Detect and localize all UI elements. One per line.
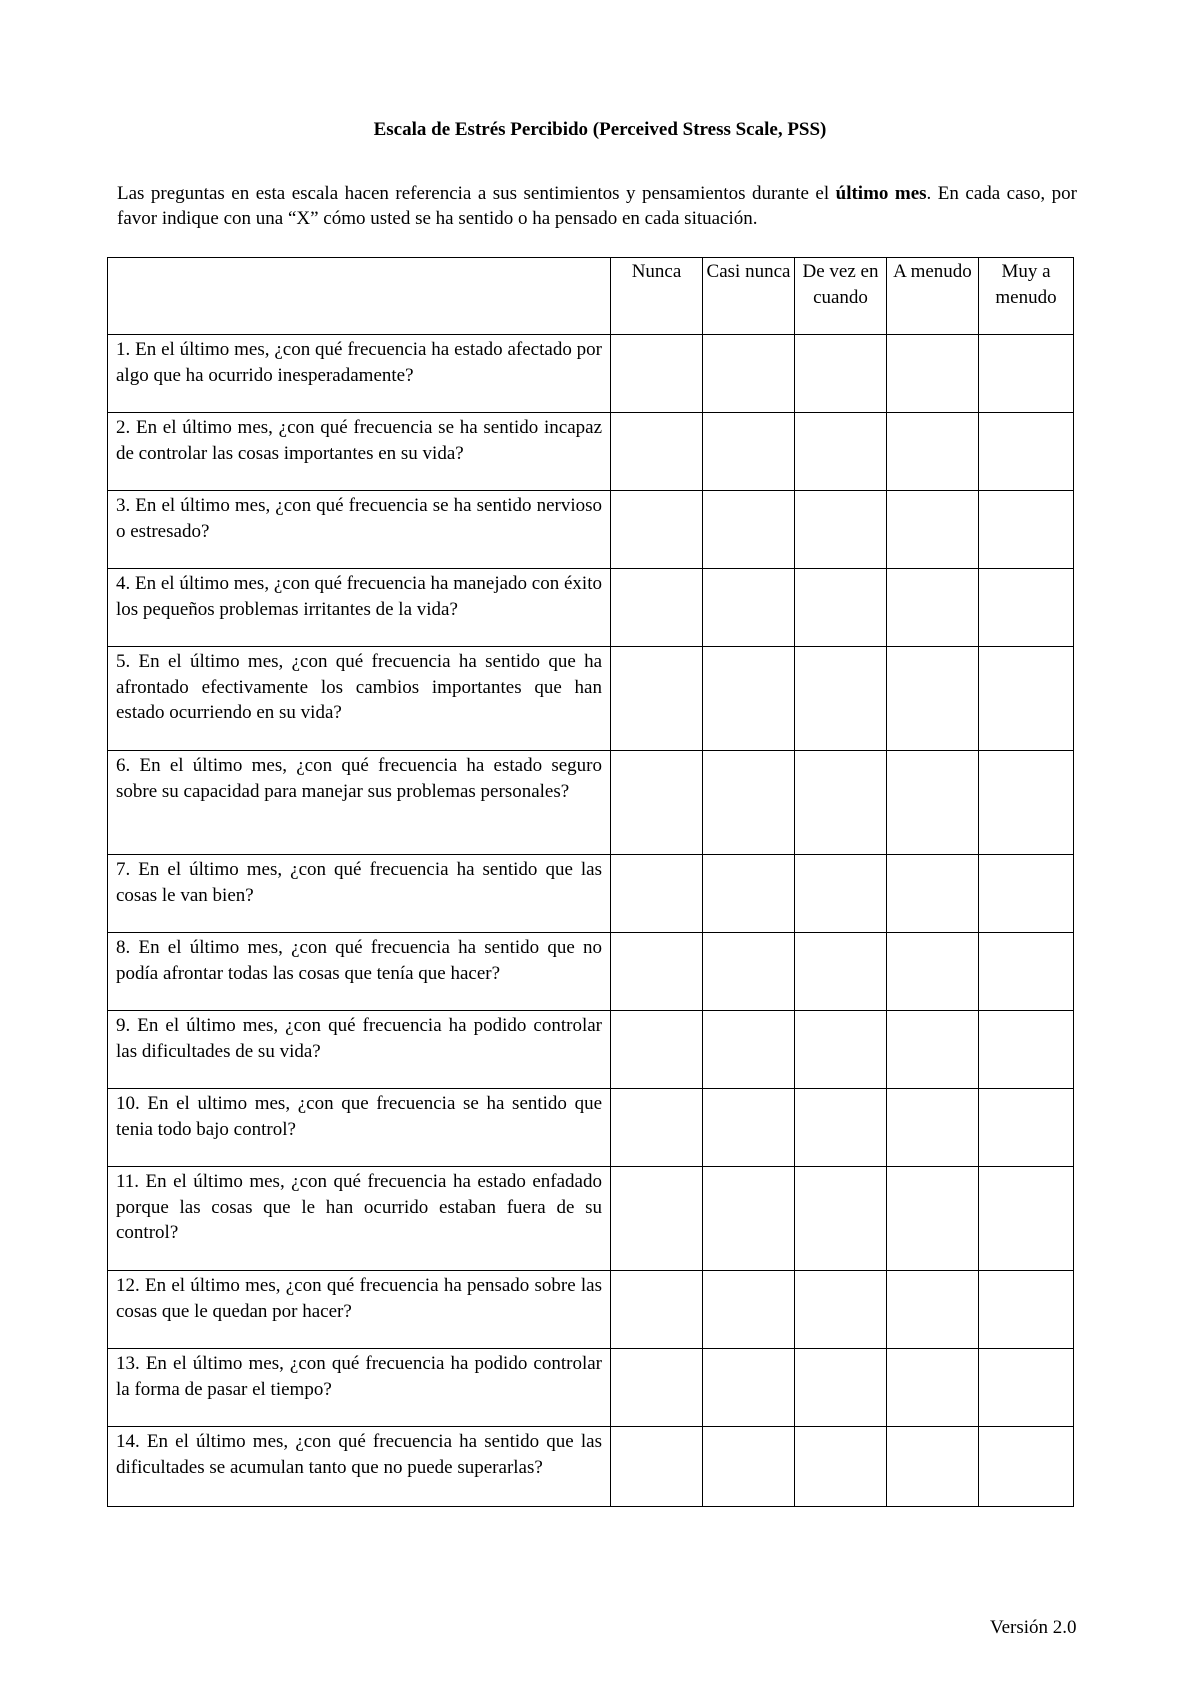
- column-header-casi-nunca: Casi nunca: [703, 258, 795, 335]
- answer-cell[interactable]: [795, 933, 887, 1011]
- answer-cell[interactable]: [611, 569, 703, 647]
- answer-cell[interactable]: [611, 855, 703, 933]
- answer-cell[interactable]: [979, 933, 1074, 1011]
- column-header-a-menudo: A menudo: [887, 258, 979, 335]
- question-row: [108, 751, 1074, 855]
- answer-cell[interactable]: [795, 1349, 887, 1427]
- answer-cell[interactable]: [979, 1167, 1074, 1271]
- answer-cell[interactable]: [979, 335, 1074, 413]
- question-row: [108, 1167, 1074, 1271]
- column-header-de-vez-en-cuando: De vez en cuando: [795, 258, 887, 335]
- question-text: 7. En el último mes, ¿con qué frecuencia ha sentido que las cosas le van bien?: [108, 855, 611, 933]
- answer-cell[interactable]: [979, 1271, 1074, 1349]
- answer-cell[interactable]: [611, 1167, 703, 1271]
- answer-cell[interactable]: [887, 1271, 979, 1349]
- answer-cell[interactable]: [979, 491, 1074, 569]
- answer-cell[interactable]: [979, 647, 1074, 751]
- answer-cell[interactable]: [703, 1089, 795, 1167]
- answer-cell[interactable]: [887, 491, 979, 569]
- instructions-paragraph: [117, 181, 1077, 231]
- answer-cell[interactable]: [611, 751, 703, 855]
- answer-cell[interactable]: [703, 1271, 795, 1349]
- answer-cell[interactable]: [611, 1271, 703, 1349]
- answer-cell[interactable]: [703, 335, 795, 413]
- answer-cell[interactable]: [887, 569, 979, 647]
- question-row: [108, 413, 1074, 491]
- question-text: 10. En el ultimo mes, ¿con que frecuencia se ha sentido que tenia todo bajo control?: [108, 1089, 611, 1167]
- answer-cell[interactable]: [703, 751, 795, 855]
- instructions-text-end: . En cada caso, por favor indique con una “X” cómo usted se ha sentido o ha pensado en cada situación.: [117, 183, 1077, 229]
- answer-cell[interactable]: [795, 413, 887, 491]
- answer-cell[interactable]: [611, 413, 703, 491]
- answer-cell[interactable]: [611, 335, 703, 413]
- question-text: 11. En el último mes, ¿con qué frecuencia ha estado enfadado porque las cosas que le han ocurrido estaban fuera de su control?: [108, 1167, 611, 1271]
- answer-cell[interactable]: [795, 1089, 887, 1167]
- column-header-nunca: Nunca: [611, 258, 703, 335]
- stress-scale-table: [107, 257, 1074, 1507]
- answer-cell[interactable]: [611, 933, 703, 1011]
- answer-cell[interactable]: [703, 855, 795, 933]
- answer-cell[interactable]: [795, 1167, 887, 1271]
- answer-cell[interactable]: [795, 491, 887, 569]
- answer-cell[interactable]: [611, 1011, 703, 1089]
- instructions-emphasis: último mes: [835, 183, 927, 204]
- answer-cell[interactable]: [795, 1271, 887, 1349]
- answer-cell[interactable]: [979, 855, 1074, 933]
- version-label: Versión 2.0: [990, 1617, 1077, 1638]
- question-text: 13. En el último mes, ¿con qué frecuencia ha podido controlar la forma de pasar el tiempo?: [108, 1349, 611, 1427]
- answer-cell[interactable]: [979, 1011, 1074, 1089]
- answer-cell[interactable]: [703, 647, 795, 751]
- answer-cell[interactable]: [979, 751, 1074, 855]
- answer-cell[interactable]: [887, 1089, 979, 1167]
- answer-cell[interactable]: [703, 1167, 795, 1271]
- answer-cell[interactable]: [611, 1089, 703, 1167]
- answer-cell[interactable]: [795, 751, 887, 855]
- answer-cell[interactable]: [887, 1011, 979, 1089]
- answer-cell[interactable]: [611, 647, 703, 751]
- answer-cell[interactable]: [703, 1427, 795, 1507]
- page-title: Escala de Estrés Percibido (Perceived Stress Scale, PSS): [373, 119, 827, 140]
- question-row: [108, 491, 1074, 569]
- question-row: [108, 855, 1074, 933]
- answer-cell[interactable]: [979, 569, 1074, 647]
- answer-cell[interactable]: [979, 1427, 1074, 1507]
- answer-cell[interactable]: [611, 1427, 703, 1507]
- answer-cell[interactable]: [795, 1427, 887, 1507]
- answer-cell[interactable]: [611, 1349, 703, 1427]
- question-text: 2. En el último mes, ¿con qué frecuencia se ha sentido incapaz de controlar las cosas importantes en su vida?: [108, 413, 611, 491]
- answer-cell[interactable]: [703, 413, 795, 491]
- question-row: [108, 1011, 1074, 1089]
- question-text: 9. En el último mes, ¿con qué frecuencia ha podido controlar las dificultades de su vida?: [108, 1011, 611, 1089]
- question-row: [108, 1427, 1074, 1507]
- answer-cell[interactable]: [703, 933, 795, 1011]
- question-row: [108, 647, 1074, 751]
- answer-cell[interactable]: [887, 751, 979, 855]
- answer-cell[interactable]: [611, 491, 703, 569]
- instructions-text-start: Las preguntas en esta escala hacen referencia a sus sentimientos y pensamientos durante el: [117, 183, 836, 204]
- question-row: [108, 569, 1074, 647]
- answer-cell[interactable]: [887, 413, 979, 491]
- question-text: 8. En el último mes, ¿con qué frecuencia ha sentido que no podía afrontar todas las cosas que tenía que hacer?: [108, 933, 611, 1011]
- answer-cell[interactable]: [703, 569, 795, 647]
- answer-cell[interactable]: [703, 491, 795, 569]
- column-header-muy-a-menudo: Muy a menudo: [979, 258, 1074, 335]
- answer-cell[interactable]: [887, 647, 979, 751]
- answer-cell[interactable]: [703, 1349, 795, 1427]
- question-row: [108, 1271, 1074, 1349]
- answer-cell[interactable]: [887, 1167, 979, 1271]
- answer-cell[interactable]: [887, 855, 979, 933]
- answer-cell[interactable]: [887, 933, 979, 1011]
- answer-cell[interactable]: [979, 413, 1074, 491]
- answer-cell[interactable]: [795, 335, 887, 413]
- answer-cell[interactable]: [887, 335, 979, 413]
- question-row: [108, 1089, 1074, 1167]
- answer-cell[interactable]: [979, 1349, 1074, 1427]
- question-text: 3. En el último mes, ¿con qué frecuencia se ha sentido nervioso o estresado?: [108, 491, 611, 569]
- question-text: 12. En el último mes, ¿con qué frecuencia ha pensado sobre las cosas que le quedan por hacer?: [108, 1271, 611, 1349]
- answer-cell[interactable]: [795, 569, 887, 647]
- answer-cell[interactable]: [795, 855, 887, 933]
- answer-cell[interactable]: [887, 1349, 979, 1427]
- answer-cell[interactable]: [979, 1089, 1074, 1167]
- question-text: 14. En el último mes, ¿con qué frecuencia ha sentido que las dificultades se acumulan tanto que no puede superarlas?: [108, 1427, 611, 1507]
- question-row: [108, 1349, 1074, 1427]
- answer-cell[interactable]: [703, 1011, 795, 1089]
- question-text: 4. En el último mes, ¿con qué frecuencia ha manejado con éxito los pequeños problemas irritantes de la vida?: [108, 569, 611, 647]
- answer-cell[interactable]: [795, 1011, 887, 1089]
- answer-cell[interactable]: [887, 1427, 979, 1507]
- question-text: 6. En el último mes, ¿con qué frecuencia ha estado seguro sobre su capacidad para manejar sus problemas personales?: [108, 751, 611, 855]
- answer-cell[interactable]: [795, 647, 887, 751]
- question-text: 1. En el último mes, ¿con qué frecuencia ha estado afectado por algo que ha ocurrido inesperadamente?: [108, 335, 611, 413]
- header-blank-cell: [108, 258, 611, 335]
- question-row: [108, 933, 1074, 1011]
- question-text: 5. En el último mes, ¿con qué frecuencia ha sentido que ha afrontado efectivamente los cambios importantes que han estado ocurriendo en su vida?: [108, 647, 611, 751]
- header-row: [108, 258, 1074, 335]
- question-row: [108, 335, 1074, 413]
